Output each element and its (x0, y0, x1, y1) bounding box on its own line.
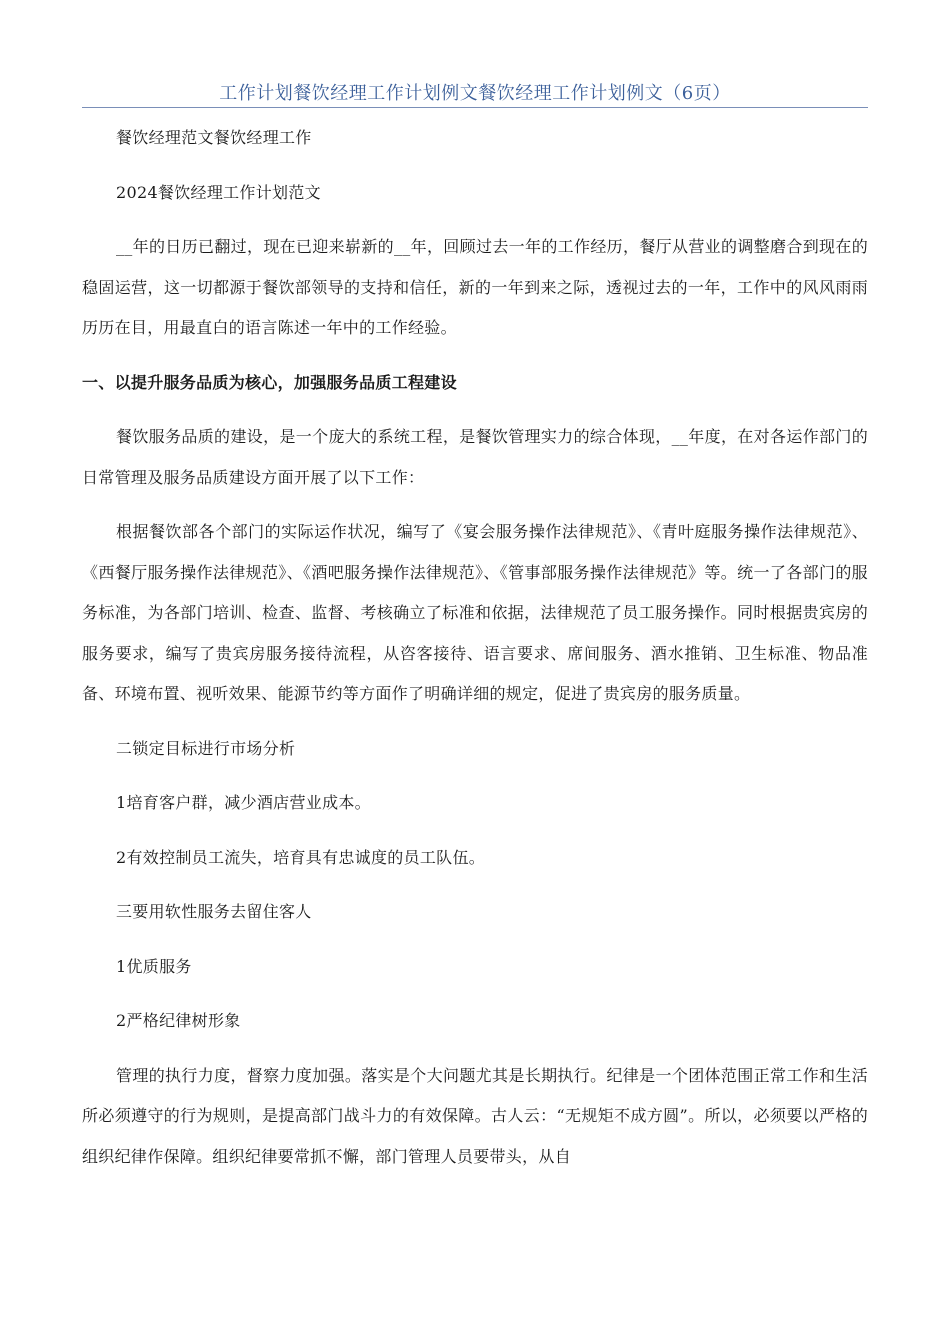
paragraph-service-quality: 餐饮服务品质的建设，是一个庞大的系统工程，是餐饮管理实力的综合体现，__年度，在对各运作部门的日常管理及服务品质建设方面开展了以下工作： (82, 427, 868, 487)
paragraph-discipline: 管理的执行力度，督察力度加强。落实是个大问题尤其是长期执行。纪律是一个团体范围正常工作和生活所必须遵守的行为规则，是提高部门战斗力的有效保障。古人云：“无规矩不成方圆”。所以，必须要以严格的组织纪律作保障。组织纪律要常抓不懈，部门管理人员要带头，从自 (82, 1065, 868, 1166)
section-heading-3: 三要用软性服务去留住客人 (116, 902, 312, 921)
list-item-2: 2有效控制员工流失，培育具有忠诚度的员工队伍。 (116, 847, 486, 867)
paragraph-subtitle: 餐饮经理范文餐饮经理工作 (116, 128, 312, 147)
section-heading-1: 一、以提升服务品质为核心，加强服务品质工程建设 (82, 372, 457, 392)
paragraph-plan-title: 2024餐饮经理工作计划范文 (116, 182, 321, 202)
header-divider (82, 107, 868, 108)
paragraph-intro: __年的日历已翻过，现在已迎来崭新的__年，回顾过去一年的工作经历，餐厅从营业的调整磨合到现在的稳固运营，这一切都源于餐饮部领导的支持和信任，新的一年到来之际，透视过去的一年，工作中的风风雨雨历历在目，用最直白的语言陈述一年中的工作经验。 (82, 237, 868, 337)
section-heading-2: 二锁定目标进行市场分析 (116, 738, 296, 758)
list-item-4: 2严格纪律树形象 (116, 1011, 241, 1030)
paragraph-standards: 根据餐饮部各个部门的实际运作状况，编写了《宴会服务操作法律规范》、《青叶庭服务操作法律规范》、《西餐厅服务操作法律规范》、《酒吧服务操作法律规范》、《管事部服务操作法律规范》等。统一了各部门的服务标准，为各部门培训、检查、监督、考核确立了标准和依据，法律规范了员工服务操作。同时根据贵宾房的服务要求，编写了贵宾房服务接待流程，从咨客接待、语言要求、席间服务、酒水推销、卫生标准、物品准备、环境布置、视听效果、能源节约等方面作了明确详细的规定，促进了贵宾房的服务质量。 (82, 522, 868, 703)
document-body (82, 118, 868, 1177)
document-header-title: 工作计划餐饮经理工作计划例文餐饮经理工作计划例文（6页） (219, 83, 731, 104)
list-item-3: 1优质服务 (116, 956, 192, 976)
list-item-1: 1培育客户群，减少酒店营业成本。 (116, 793, 371, 812)
